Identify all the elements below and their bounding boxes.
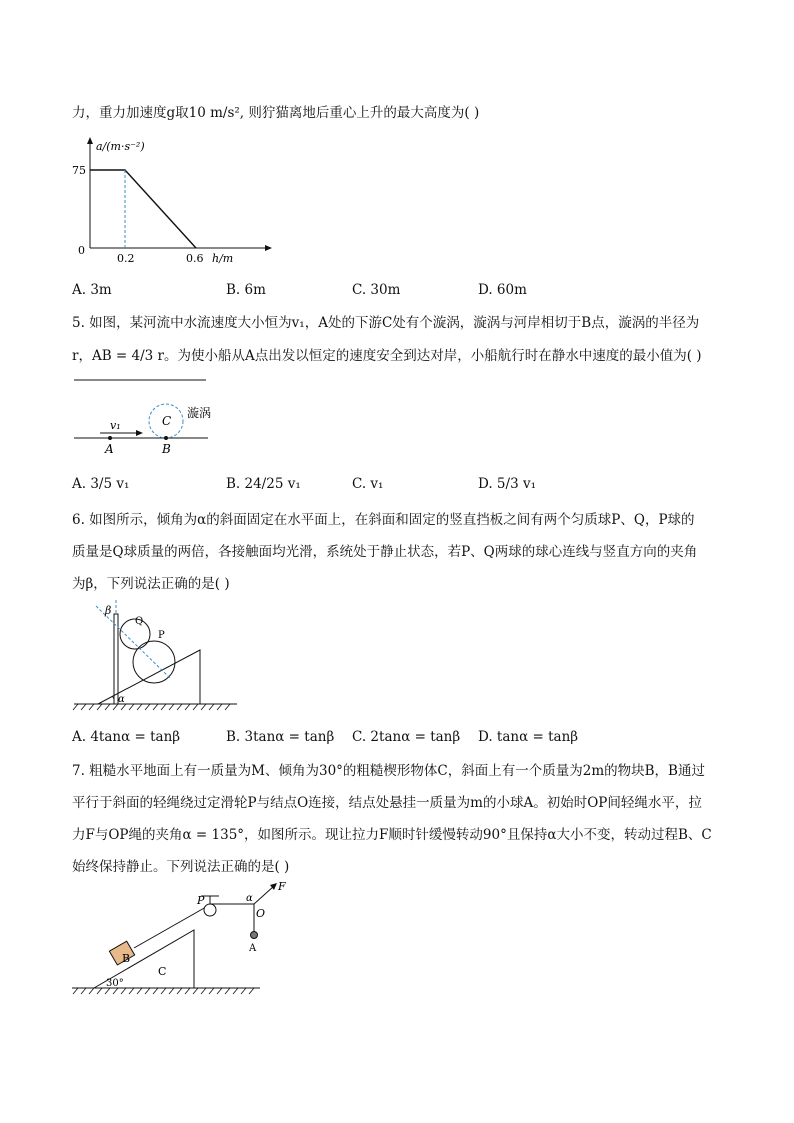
fig7-p: P [197, 894, 205, 907]
fig5-c: C [162, 414, 172, 428]
q6-option-c[interactable]: C. 2tanα = tanβ [352, 729, 461, 745]
fig6-p: P [158, 630, 165, 641]
fig5-a: A [105, 442, 114, 456]
q6-option-a[interactable]: A. 4tanα = tanβ [72, 729, 181, 745]
q7-text-line-4: 始终保持静止。下列说法正确的是( ) [72, 859, 290, 875]
q6-spheres-diagram [72, 600, 242, 715]
q7-text-line-2: 平行于斜面的轻绳绕过定滑轮P与结点O连接，结点处悬挂一质量为m的小球A。初始时OP间轻绳水平，拉 [72, 795, 702, 811]
fig7-b: B [122, 952, 131, 965]
fig7-f: F [278, 880, 286, 893]
q5-text-line-1: 5. 如图，某河流中水流速度大小恒为v₁，A处的下游C处有个漩涡，漩涡与河岸相切于B点，漩涡的半径为 [72, 315, 700, 331]
graph-y0: 0 [78, 244, 85, 257]
fig5-vortex: 漩涡 [187, 406, 212, 420]
q6-option-b[interactable]: B. 3tanα = tanβ [226, 729, 335, 745]
q5-option-a[interactable]: A. 3/5 v₁ [72, 476, 130, 492]
q7-pulley-diagram [70, 880, 310, 1000]
q4-option-c[interactable]: C. 30m [352, 282, 401, 298]
fig7-angle: 30° [106, 978, 124, 989]
fig7-o: O [256, 907, 266, 920]
q7-text-line-3: 力F与OP绳的夹角α = 135°，如图所示。现让拉力F顺时针缓慢转动90°且保持α大小不变，转动过程B、C [72, 827, 712, 843]
fig5-b: B [162, 442, 171, 456]
graph-x06: 0.6 [186, 252, 204, 265]
q4-option-b[interactable]: B. 6m [226, 282, 266, 298]
fig6-beta: β [105, 604, 112, 617]
q4-acceleration-graph [60, 136, 280, 266]
fig7-a: A [249, 943, 257, 954]
q5-option-b[interactable]: B. 24/25 v₁ [226, 476, 301, 492]
graph-x02: 0.2 [117, 252, 135, 265]
fig6-q: Q [135, 616, 144, 627]
fig6-alpha: α [118, 694, 125, 705]
q6-text-line-1: 6. 如图所示，倾角为α的斜面固定在水平面上，在斜面和固定的竖直挡板之间有两个匀质球P、Q，P球的 [72, 512, 695, 528]
fig7-c: C [158, 965, 167, 978]
q5-river-diagram [70, 378, 230, 460]
q5-option-c[interactable]: C. v₁ [352, 476, 384, 492]
q4-option-a[interactable]: A. 3m [72, 282, 112, 298]
q5-text-line-2: r，AB = 4/3 r。为使小船从A点出发以恒定的速度安全到达对岸，小船航行时在静水中速度的最小值为( ) [72, 348, 702, 364]
graph-xlabel: h/m [212, 252, 234, 265]
q7-text-line-1: 7. 粗糙水平地面上有一质量为M、倾角为30°的粗糙楔形物体C，斜面上有一个质量为2m的物块B，B通过 [72, 763, 705, 779]
q6-text-line-2: 质量是Q球质量的两倍，各接触面均光滑，系统处于静止状态，若P、Q两球的球心连线与竖直方向的夹角 [72, 544, 698, 560]
graph-ylabel: a/(m·s⁻²) [96, 140, 145, 153]
fig7-alpha: α [246, 893, 253, 904]
q6-text-line-3: 为β，下列说法正确的是( ) [72, 576, 230, 592]
q6-option-d[interactable]: D. tanα = tanβ [478, 729, 579, 745]
q5-option-d[interactable]: D. 5/3 v₁ [478, 476, 536, 492]
q4-text-line: 力，重力加速度g取10 m/s², 则狞猫离地后重心上升的最大高度为( ) [72, 105, 480, 121]
q4-option-d[interactable]: D. 60m [478, 282, 527, 298]
fig5-v1: v₁ [110, 419, 121, 432]
graph-y75: 75 [72, 164, 86, 177]
